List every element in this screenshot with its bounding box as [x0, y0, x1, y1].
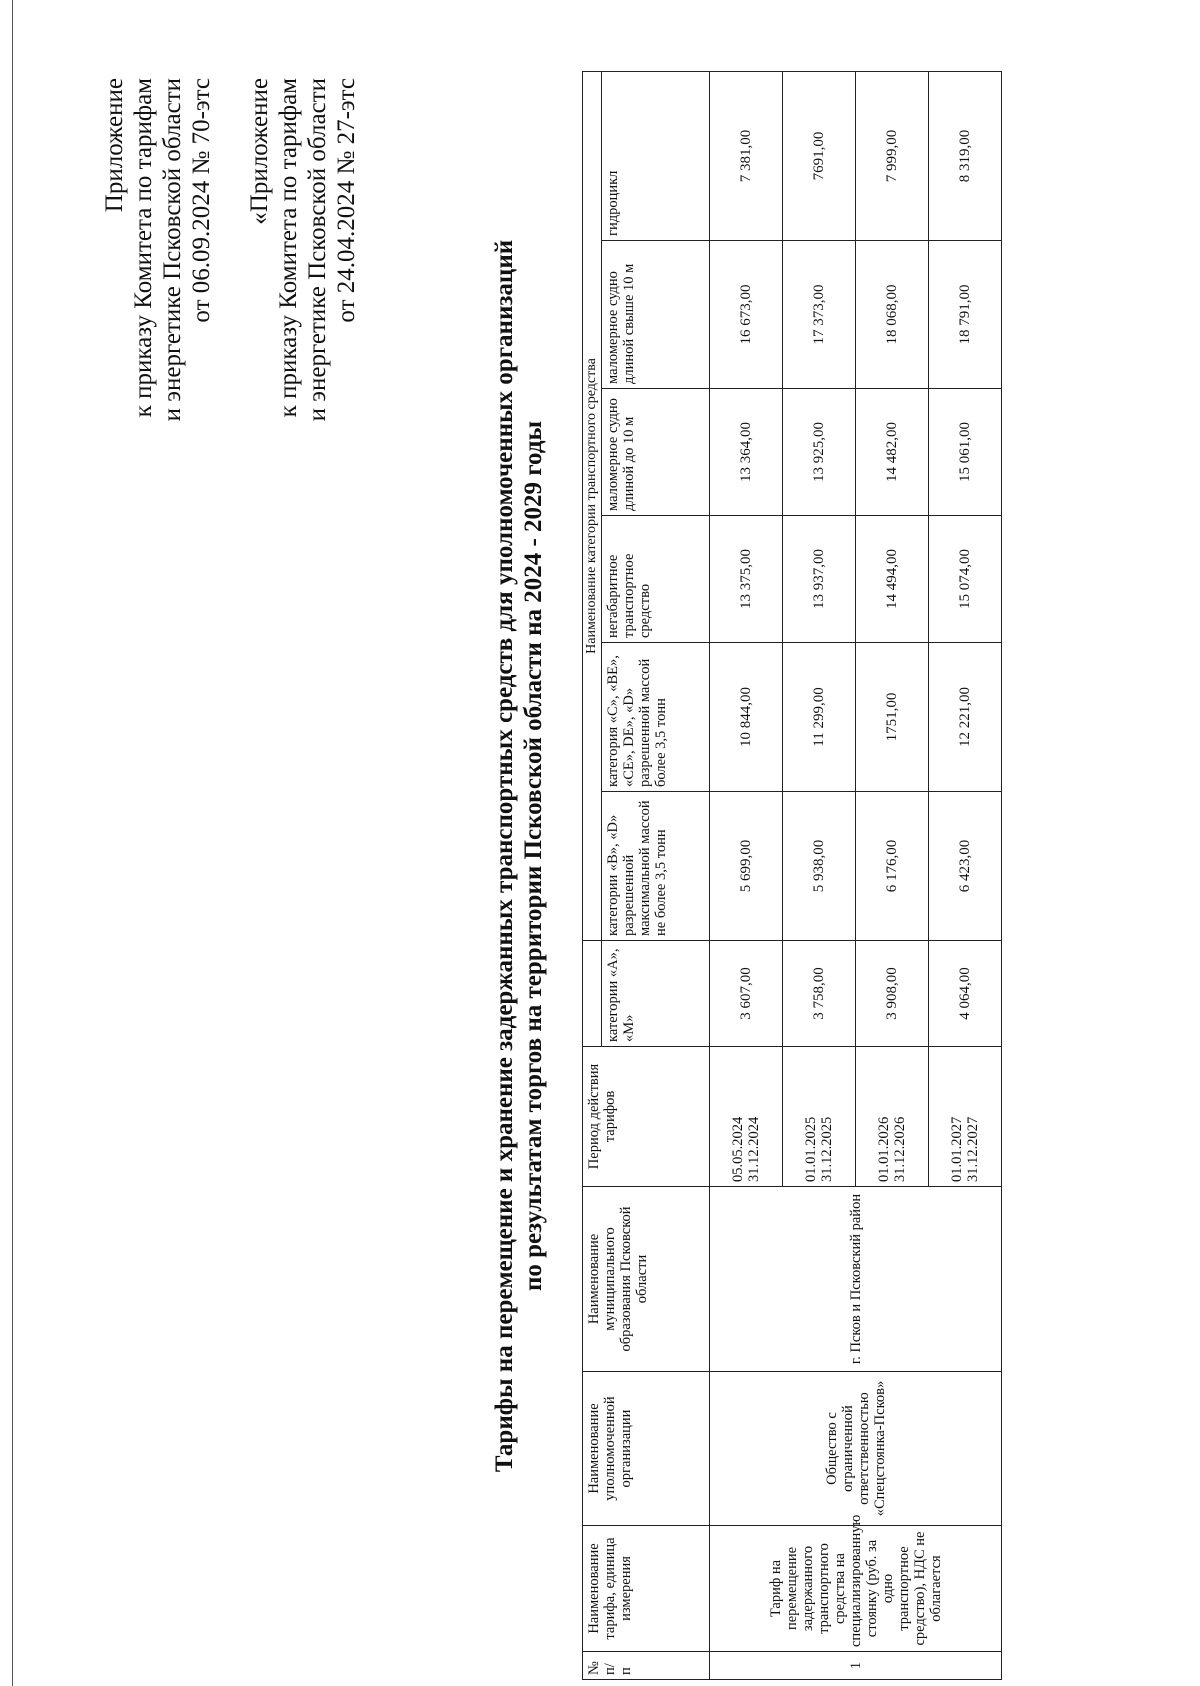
value-cell: 16 673,00 — [710, 241, 783, 389]
value-cell: 13 925,00 — [783, 389, 856, 516]
header-num: № п/п — [583, 1652, 710, 1680]
value-cell: 3 758,00 — [783, 941, 856, 1047]
value-cell: 1751,00 — [856, 643, 929, 792]
value-cell: 7 381,00 — [710, 71, 783, 240]
value-cell: 13 375,00 — [710, 516, 783, 643]
header-period: Период действия тарифов — [583, 1047, 710, 1187]
header-blank-cell — [583, 941, 602, 1047]
annex-line: от 06.09.2024 № 70-этс — [188, 78, 215, 323]
header-org-name: Наименование уполномоченной организации — [583, 1372, 710, 1526]
value-cell: 5 699,00 — [710, 792, 783, 941]
value-cell: 6 423,00 — [929, 792, 1002, 941]
value-cell: 14 494,00 — [856, 516, 929, 643]
title-line-1: Тарифы на перемещение и хранение задержанных транспортных средств для уполномоченных организаций — [491, 239, 518, 1473]
value-cell: 15 061,00 — [929, 389, 1002, 516]
period-cell: 01.01.2026 31.12.2026 — [856, 1047, 929, 1187]
annex-line: Приложение — [101, 78, 128, 213]
table-header-row — [583, 71, 602, 1679]
row-tariff-name: Тариф на перемещение задержанного транспортного средства на специализированную стоянку (руб. за одно транспортное средство), НДС не облагается — [710, 1526, 1002, 1652]
title-line-2: по результатам торгов на территории Псковской области на 2024 - 2029 годы — [520, 421, 547, 1291]
value-cell: 14 482,00 — [856, 389, 929, 516]
value-cell: 4 064,00 — [929, 941, 1002, 1047]
value-cell: 18 068,00 — [856, 241, 929, 389]
period-cell: 01.01.2027 31.12.2027 — [929, 1047, 1002, 1187]
tariff-table — [582, 71, 1002, 1680]
value-cell: 13 364,00 — [710, 389, 783, 516]
header-category-group: Наименование категории транспортного средства — [583, 71, 602, 940]
value-cell: 7 999,00 — [856, 71, 929, 240]
value-cell: 3 908,00 — [856, 941, 929, 1047]
value-cell: 13 937,00 — [783, 516, 856, 643]
row-org-name: Общество с ограниченной ответственностью «Спецстоянка-Псков» — [710, 1372, 1002, 1526]
document-title — [490, 66, 548, 1646]
header-category: категория «С», «ВЕ», «СЕ», DE», «D» разрешенной массой более 3,5 тонн — [602, 643, 710, 792]
annex-line: к приказу Комитета по тарифам — [275, 78, 302, 418]
header-category: негабаритное транспортное средство — [602, 516, 710, 643]
header-tariff-name: Наименование тарифа, единица измерения — [583, 1526, 710, 1652]
annex-line: к приказу Комитета по тарифам — [130, 78, 157, 418]
value-cell: 7691,00 — [783, 71, 856, 240]
value-cell: 18 791,00 — [929, 241, 1002, 389]
annex-line: от 24.04.2024 № 27-этс — [333, 78, 360, 323]
value-cell: 8 319,00 — [929, 71, 1002, 240]
annex-line: «Приложение — [246, 78, 273, 225]
value-cell: 12 221,00 — [929, 643, 1002, 792]
annex-line: и энергетике Псковской области — [159, 78, 186, 422]
value-cell: 15 074,00 — [929, 516, 1002, 643]
header-municipality: Наименование муниципального образования Псковской области — [583, 1187, 710, 1372]
annex-block-current — [100, 78, 216, 421]
annex-line: и энергетике Псковской области — [304, 78, 331, 422]
row-municipality: г. Псков и Псковский район — [710, 1187, 1002, 1372]
period-cell: 05.05.2024 31.12.2024 — [710, 1047, 783, 1187]
value-cell: 10 844,00 — [710, 643, 783, 792]
header-category: категории «А», «М» — [602, 941, 710, 1047]
row-num: 1 — [710, 1652, 1002, 1680]
value-cell: 11 299,00 — [783, 643, 856, 792]
table-row — [710, 71, 783, 1679]
value-cell: 17 373,00 — [783, 241, 856, 389]
period-cell: 01.01.2025 31.12.2025 — [783, 1047, 856, 1187]
header-category: категории «В», «D» разрешенной максимальной массой не более 3,5 тонн — [602, 792, 710, 941]
annex-block-previous — [245, 78, 361, 421]
header-category: маломерное судно длиной свыше 10 м — [602, 241, 710, 389]
header-category: маломерное судно длиной до 10 м — [602, 389, 710, 516]
value-cell: 3 607,00 — [710, 941, 783, 1047]
value-cell: 5 938,00 — [783, 792, 856, 941]
value-cell: 6 176,00 — [856, 792, 929, 941]
header-category: гидроцикл — [602, 71, 710, 240]
